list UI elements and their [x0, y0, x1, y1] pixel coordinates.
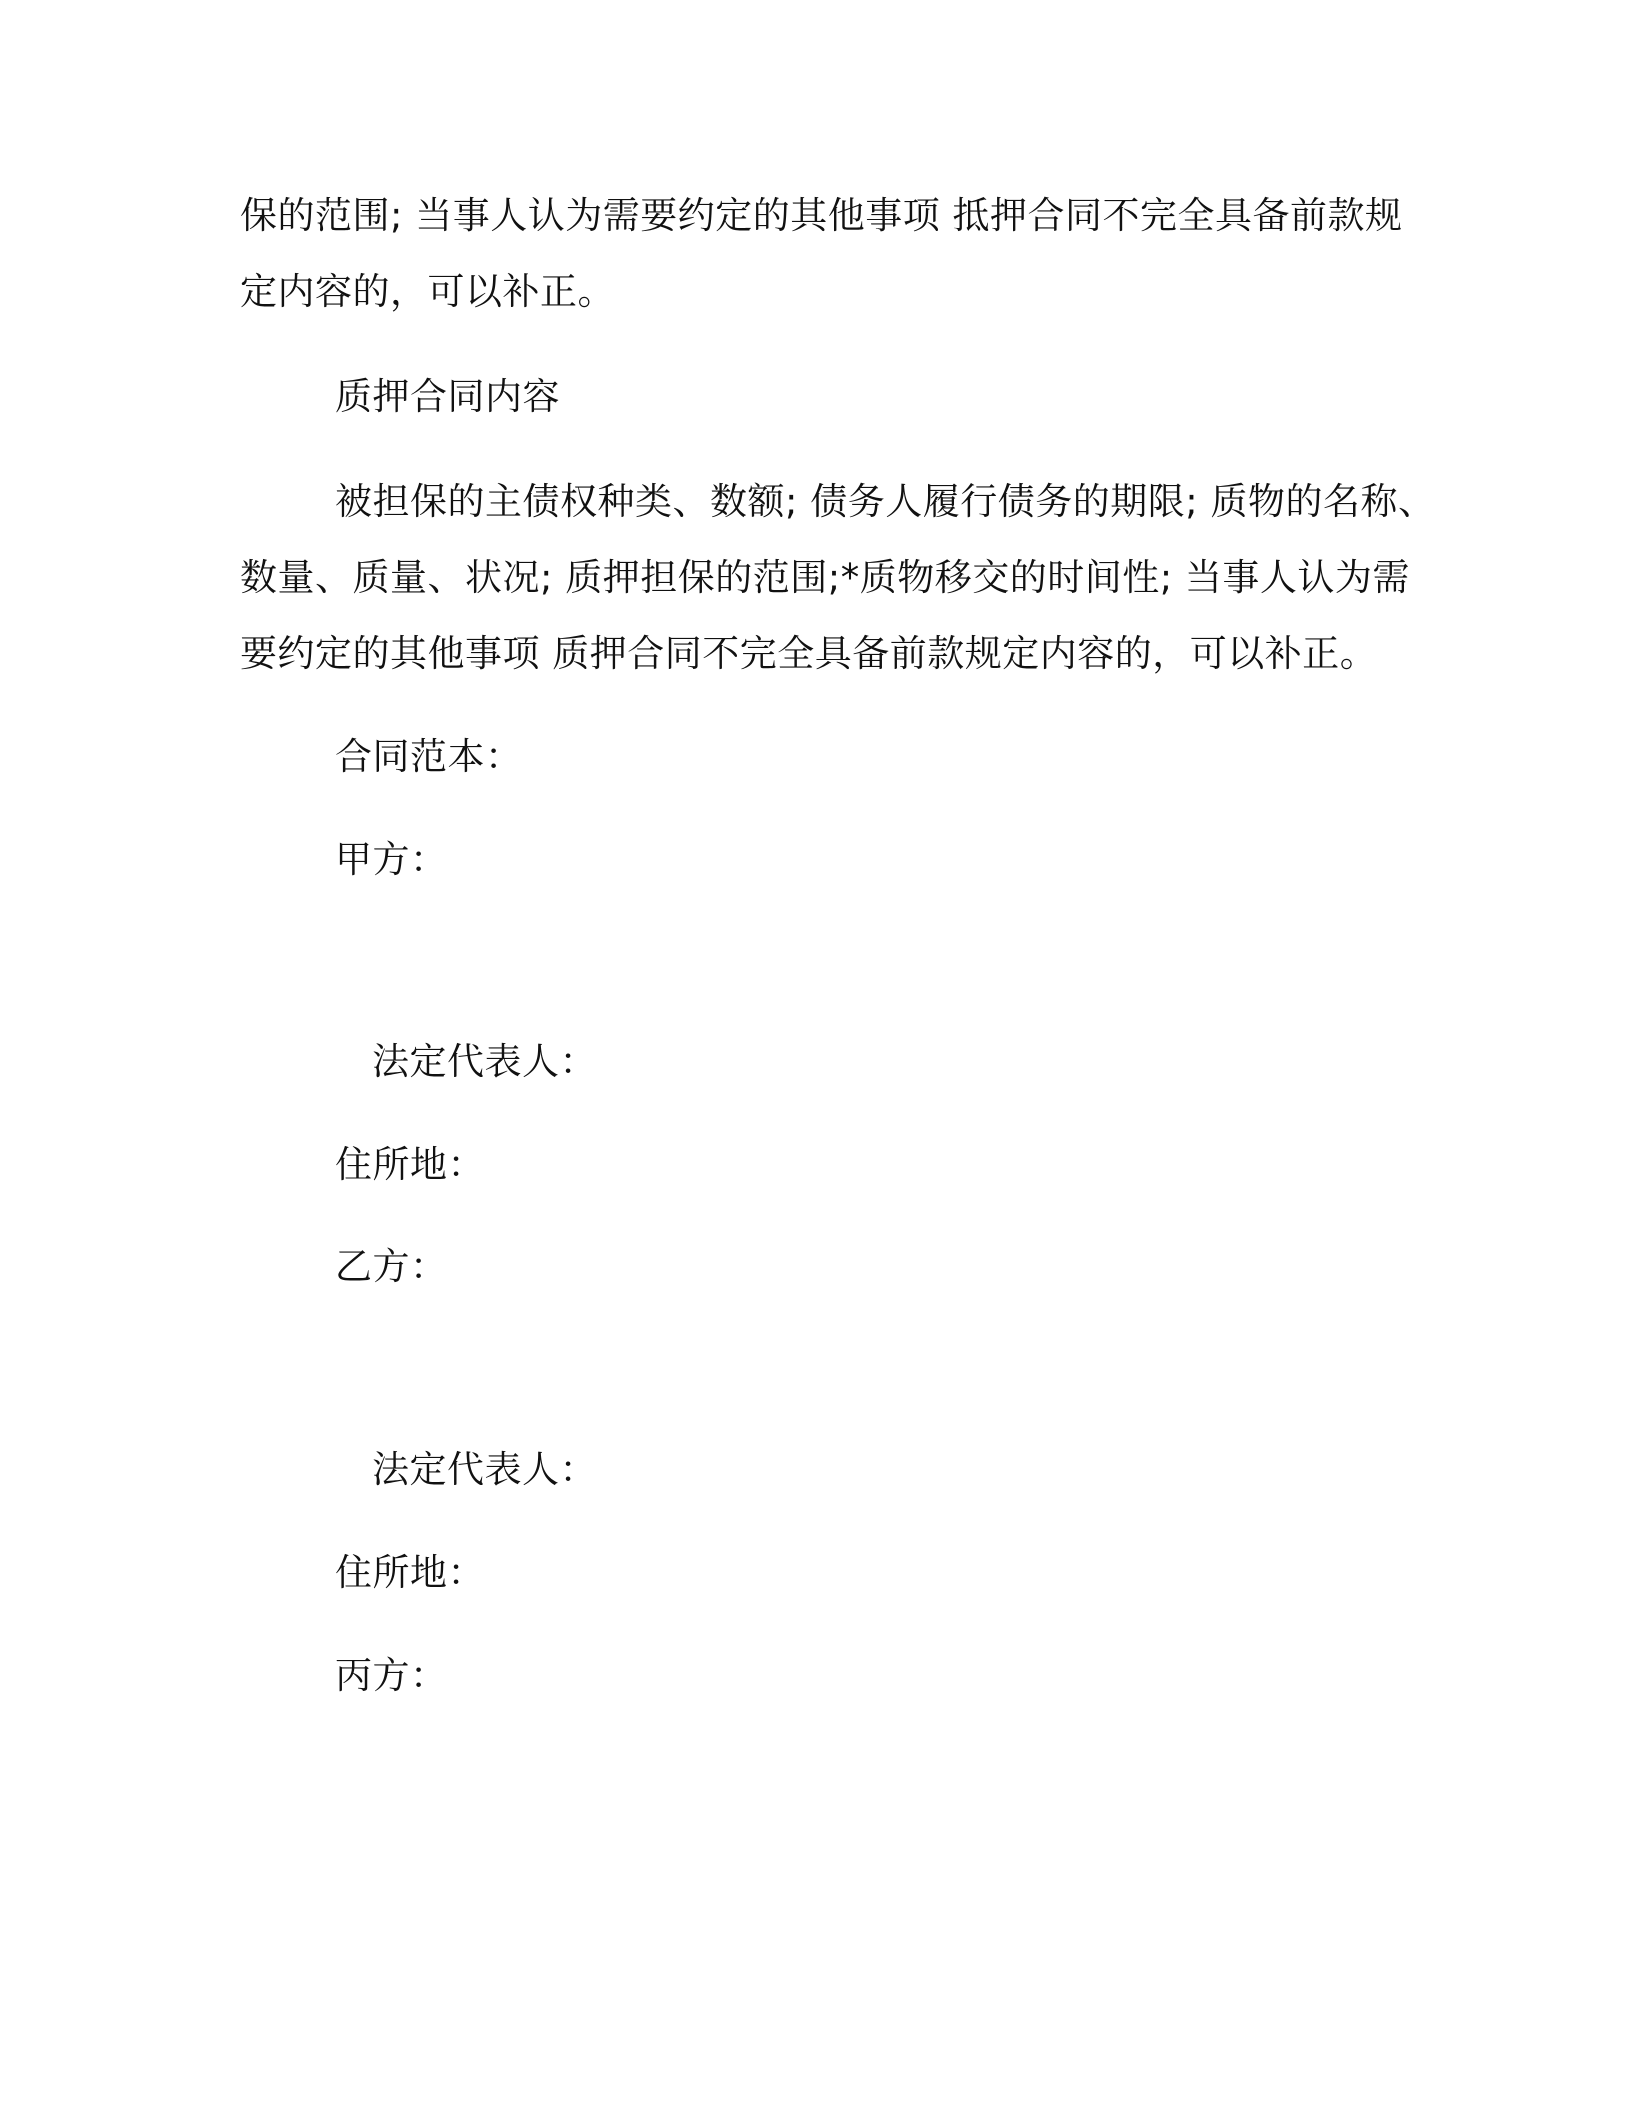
party-a-legal-representative: 法定代表人：	[372, 1040, 597, 1083]
party-a-address: 住所地：	[335, 1143, 485, 1186]
paragraph-pledge-content	[240, 464, 1436, 692]
paragraph-line: 被担保的主债权种类、数额; 债务人履行债务的期限; 质物的名称、	[335, 480, 1436, 523]
paragraph-line: 要约定的其他事项 质押合同不完全具备前款规定内容的，可以补正。	[240, 632, 1378, 675]
party-a-label: 甲方：	[335, 838, 448, 881]
paragraph-line: 数量、质量、状况; 质押担保的范围;*质物移交的时间性; 当事人认为需	[240, 556, 1410, 599]
paragraph-mortgage-scope	[240, 178, 1403, 330]
party-b-label: 乙方：	[335, 1245, 448, 1288]
paragraph-line: 保的范围; 当事人认为需要约定的其他事项 抵押合同不完全具备前款规	[240, 194, 1403, 237]
heading-pledge-contract: 质押合同内容	[335, 375, 560, 418]
party-c-label: 丙方：	[335, 1654, 448, 1697]
party-b-legal-representative: 法定代表人：	[372, 1448, 597, 1491]
template-title: 合同范本：	[335, 735, 523, 778]
paragraph-line: 定内容的，可以补正。	[240, 270, 615, 313]
party-b-address: 住所地：	[335, 1551, 485, 1594]
